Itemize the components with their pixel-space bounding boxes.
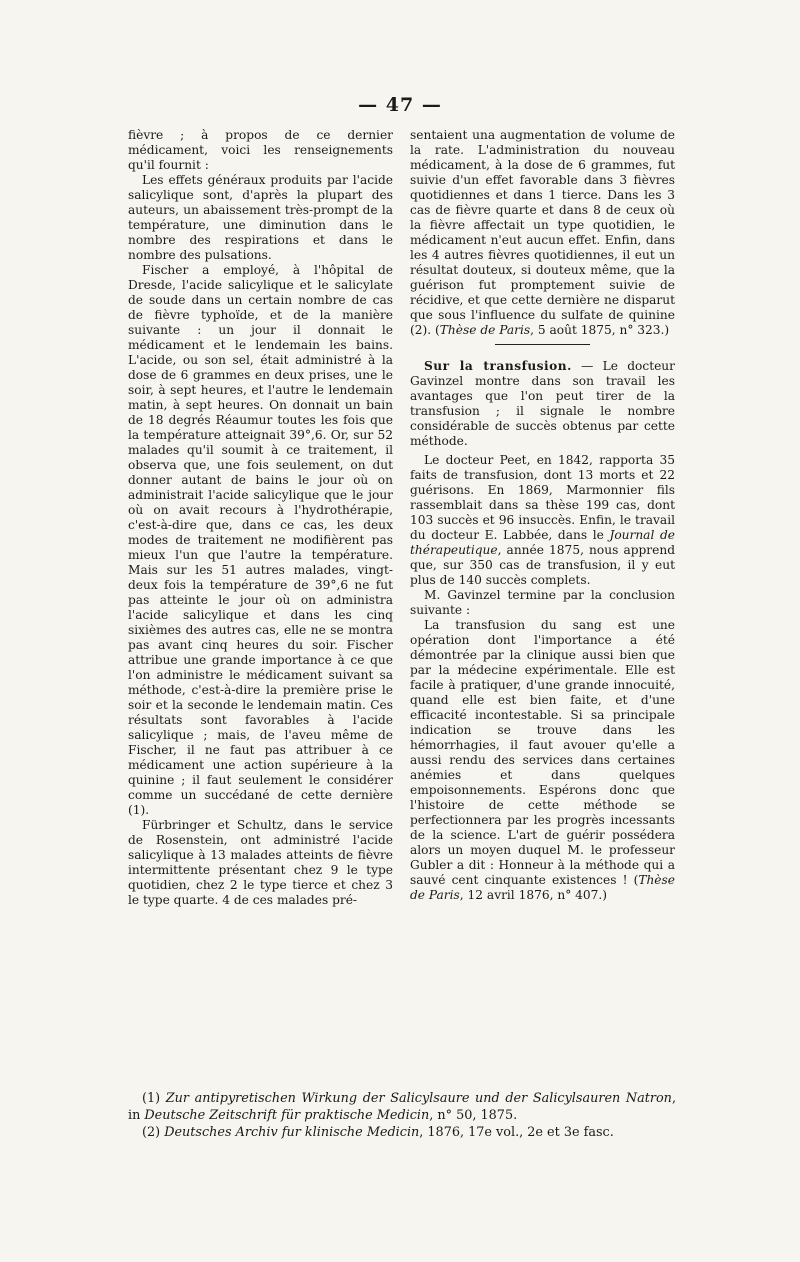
paragraph: sentaient una augmentation de volume de la rate. L'administration du nouveau médicament, à la dose de 6 grammes, fut suivie d'un effet favorable dans 3 fièvres quotidiennes et dans 1 tierce. Dans les 3 cas de fièvre quarte et dans 8 de ceux où la fièvre affectait un type quotidien, le médicament n'eut aucun effet. Enfin, dans les 4 autres fièvres quotidiennes, il eut un résultat douteux, si douteux même, que la guérison fut promptement suivie de récidive, et que cette dernière ne disparut que sous l'influence du sulfate de quinine (2). (Thèse de Paris, 5 août 1875, n° 323.) (410, 128, 675, 337)
paragraph: M. Gavinzel termine par la conclusion suivante : (410, 588, 675, 617)
section-divider (495, 344, 590, 345)
paragraph: fièvre ; à propos de ce dernier médicament, voici les renseignements qu'il fournit : (128, 128, 393, 172)
left-column (128, 128, 393, 908)
paragraph: Fürbringer et Schultz, dans le service de Rosenstein, ont administré l'acide salicylique à 13 malades atteints de fièvre intermittente présentant chez 9 le type quotidien, chez 2 le type tierce et chez 3 le type quarte. 4 de ces malades pré- (128, 818, 393, 907)
section-paragraph: Sur la transfusion. — Le docteur Gavinzel montre dans son travail les avantages que l'on peut tirer de la transfusion ; il signale le nombre considérable de succès obtenus par cette méthode. (410, 359, 675, 448)
citation: Thèse de Paris (410, 873, 675, 902)
section-title: Sur la transfusion. (424, 359, 572, 373)
journal-title: Journal de thérapeutique (410, 528, 675, 557)
footnote-1: (1) Zur antipyretischen Wirkung der Salicylsaure und der Salicylsauren Natron, in Deutsche Zeitschrift für praktische Medicin, n° 50, 1875. (128, 1091, 677, 1123)
right-column (410, 128, 675, 903)
paragraph: Fischer a employé, à l'hôpital de Dresde, l'acide salicylique et le salicylate de soude dans un certain nombre de cas de fièvre typhoïde, et de la manière suivante : un jour il donnait le médicament et le lendemain les bains. L'acide, ou son sel, était administré à la dose de 6 grammes en deux prises, une le soir, à sept heures, et l'autre le lendemain matin, à sept heures. On donnait un bain de 18 degrés Réaumur toutes les fois que la température atteignait 39°,6. Or, sur 52 malades qu'il soumit à ce traitement, il observa que, une fois seulement, on dut donner autant de bains le jour où on administrait l'acide salicylique que le jour où on avait recours à l'hydrothérapie, c'est-à-dire que, dans ce cas, les deux modes de traitement ne modifièrent pas mieux l'un que l'autre la température. Mais sur les 51 autres malades, vingt-deux fois la température de 39°,6 ne fut pas atteinte le jour où on administra l'acide salicylique et dans les cinq sixièmes des autres cas, elle ne se montra pas avant cinq heures du soir. Fischer attribue une grande importance à ce que l'on administre le médicament suivant sa méthode, c'est-à-dire la première prise le soir et la seconde le lendemain matin. Ces résultats sont favorables à l'acide salicylique ; mais, de l'aveu même de Fischer, il ne faut pas attribuer à ce médicament une action supérieure à la quinine ; il faut seulement le considérer comme un succédané de cette dernière (1). (128, 263, 393, 817)
paragraph: Les effets généraux produits par l'acide salicylique sont, d'après la plupart des auteurs, un abaissement très-prompt de la température, une diminution dans le nombre des respirations et dans le nombre des pulsations. (128, 173, 393, 262)
footnotes (128, 1090, 676, 1141)
citation: Thèse de Paris (439, 323, 531, 337)
paragraph: La transfusion du sang est une opération dont l'importance a été démontrée par la clinique aussi bien que par la médecine expérimentale. Elle est facile à pratiquer, d'une grande innocuité, quand elle est bien faite, et d'une efficacité incontestable. Si sa principale indication se trouve dans les hémorrhagies, il faut avouer qu'elle a aussi rendu des services dans certaines anémies et dans quelques empoisonnements. Espérons donc que l'histoire de cette méthode se perfectionnera par les progrès incessants de la science. L'art de guérir possédera alors un moyen duquel M. le professeur Gubler a dit : Honneur à la méthode qui a sauvé cent cinquante existences ! (Thèse de Paris, 12 avril 1876, n° 407.) (410, 618, 675, 902)
page-number: — 47 — (358, 94, 442, 116)
footnote-2: (2) Deutsches Archiv fur klinische Medicin, 1876, 17e vol., 2e et 3e fasc. (142, 1125, 614, 1140)
paragraph: Le docteur Peet, en 1842, rapporta 35 faits de transfusion, dont 13 morts et 22 guérisons. En 1869, Marmonnier fils rassemblait dans sa thèse 199 cas, dont 103 succès et 96 insuccès. Enfin, le travail du docteur E. Labbée, dans le Journal de thérapeutique, année 1875, nous apprend que, sur 350 cas de transfusion, il y eut plus de 140 succès complets. (410, 453, 675, 587)
